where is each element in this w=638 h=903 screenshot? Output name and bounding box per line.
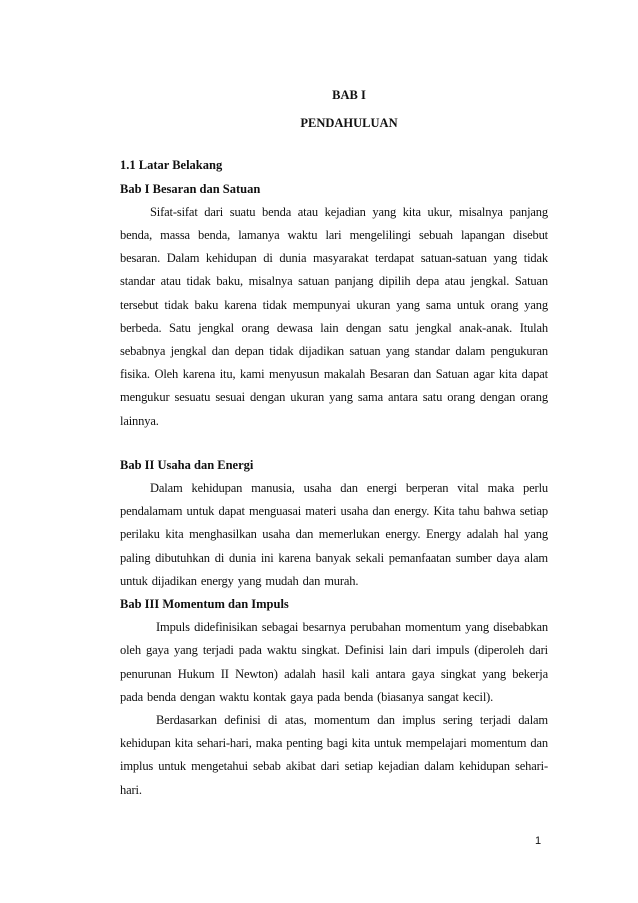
- subsection-heading-bab-1: Bab I Besaran dan Satuan: [120, 181, 261, 196]
- paragraph-usaha-energi: Dalam kehidupan manusia, usaha dan energi berperan vital maka perlu pendalamam untuk dapat menguasai materi usaha dan energy. Kita tahu bahwa setiap perilaku kita menghasilkan usaha dan memerlukan energy. Energy adalah hal yang paling dibutuhkan di dunia ini karena banyak sekali pemanfaatan sumber daya alam untuk dijadikan energy yang mudah dan murah.: [120, 481, 548, 588]
- subsection-heading-bab-2: Bab II Usaha dan Energi: [120, 457, 254, 472]
- section-heading: 1.1 Latar Belakang: [120, 158, 223, 173]
- subsection-heading-bab-3: Bab III Momentum dan Impuls: [120, 597, 289, 612]
- page-content: [120, 84, 548, 802]
- paragraph-besaran-satuan: Sifat-sifat dari suatu benda atau kejadian yang kita ukur, misalnya panjang benda, massa benda, lamanya waktu lari mengelilingi sebuah lapangan disebut besaran. Dalam kehidupan di dunia masyarakat terdapat satuan-satuan yang tidak standar atau tidak baku, misalnya satuan panjang dipilih depa atau jengkal. Satuan tersebut tidak baku karena tidak mempunyai ukuran yang sama untuk orang yang berbeda. Satu jengkal orang dewasa lain dengan satu jengkal anak-anak. Itulah sebabnya jengkal dan depan tidak dijadikan satuan yang standar dalam pengukuran fisika. Oleh karena itu, kami menyusun makalah Besaran dan Satuan agar kita dapat mengukur sesuatu sesuai dengan ukuran yang sama antara satu orang dengan orang lainnya.: [120, 204, 548, 428]
- paragraph-impuls-definition: Impuls didefinisikan sebagai besarnya perubahan momentum yang disebabkan oleh gaya yang terjadi pada waktu singkat. Definisi lain dari impuls (diperoleh dari penurunan Hukum II Newton) adalah hasil kali antara gaya singkat yang bekerja pada benda dengan waktu kontak gaya pada benda (biasanya sangat kecil).: [120, 620, 548, 704]
- chapter-title: PENDAHULUAN: [300, 116, 398, 131]
- paragraph-momentum-importance: Berdasarkan definisi di atas, momentum dan implus sering terjadi dalam kehidupan kita sehari-hari, maka penting bagi kita untuk mempelajari momentum dan implus untuk mengetahui sebab akibat dari setiap kejadian dalam kehidupan sehari-hari.: [120, 713, 548, 797]
- chapter-number: BAB I: [332, 88, 366, 102]
- page-number: 1: [535, 835, 542, 847]
